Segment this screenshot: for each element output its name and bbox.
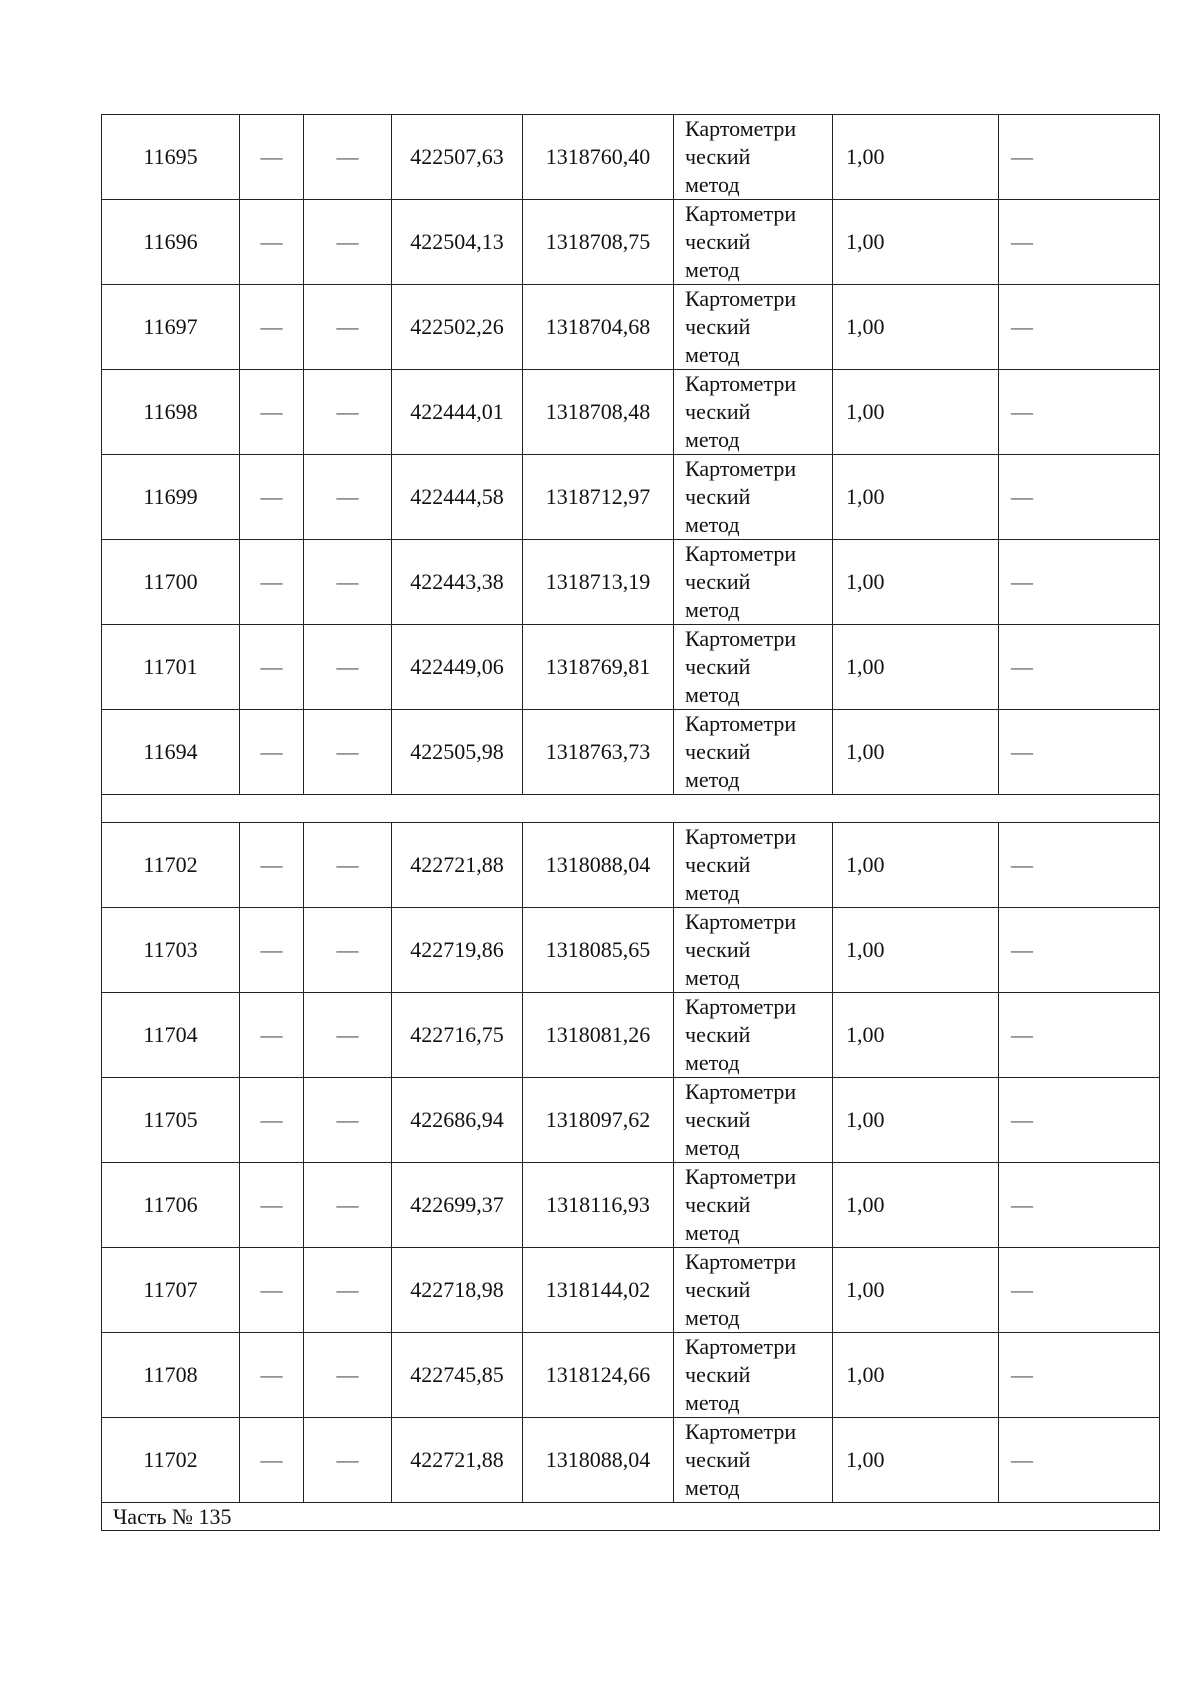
coord-y: 1318097,62 — [523, 1078, 674, 1163]
coord-x: 422444,58 — [392, 455, 523, 540]
table-row — [102, 455, 1160, 540]
method-cell — [674, 1333, 833, 1418]
method-cell — [674, 710, 833, 795]
table-body-lower — [102, 823, 1160, 1503]
accuracy-value: 1,00 — [833, 540, 999, 625]
table-footer — [102, 1503, 1160, 1531]
method-line: ческий — [685, 229, 751, 254]
method-line: Картометри — [685, 711, 797, 736]
coord-x: 422444,01 — [392, 370, 523, 455]
coord-x: 422449,06 — [392, 625, 523, 710]
accuracy-value: 1,00 — [833, 1333, 999, 1418]
coord-x: 422502,26 — [392, 285, 523, 370]
method-line: Картометри — [685, 541, 797, 566]
empty-cell: — — [999, 1333, 1160, 1418]
coord-x: 422443,38 — [392, 540, 523, 625]
method-line: ческий — [685, 852, 751, 877]
empty-cell: — — [304, 370, 392, 455]
empty-cell: — — [304, 625, 392, 710]
method-line: метод — [685, 257, 740, 282]
empty-cell: — — [240, 370, 304, 455]
accuracy-value: 1,00 — [833, 455, 999, 540]
point-number: 11694 — [102, 710, 240, 795]
empty-cell: — — [240, 1248, 304, 1333]
accuracy-value: 1,00 — [833, 285, 999, 370]
method-line: Картометри — [685, 116, 797, 141]
method-line: Картометри — [685, 371, 797, 396]
empty-cell: — — [304, 823, 392, 908]
coord-x: 422721,88 — [392, 823, 523, 908]
accuracy-value: 1,00 — [833, 200, 999, 285]
empty-cell: — — [240, 285, 304, 370]
table-row — [102, 1333, 1160, 1418]
empty-cell: — — [999, 370, 1160, 455]
empty-cell: — — [999, 908, 1160, 993]
method-line: метод — [685, 427, 740, 452]
coord-y: 1318704,68 — [523, 285, 674, 370]
accuracy-value: 1,00 — [833, 1248, 999, 1333]
coord-y: 1318760,40 — [523, 115, 674, 200]
table-row — [102, 908, 1160, 993]
part-label: Часть № 135 — [102, 1503, 1160, 1531]
method-line: ческий — [685, 144, 751, 169]
accuracy-value: 1,00 — [833, 993, 999, 1078]
method-line: ческий — [685, 654, 751, 679]
accuracy-value: 1,00 — [833, 625, 999, 710]
method-line: метод — [685, 1220, 740, 1245]
method-cell — [674, 370, 833, 455]
method-cell — [674, 115, 833, 200]
method-cell — [674, 1078, 833, 1163]
accuracy-value: 1,00 — [833, 908, 999, 993]
coordinates-table — [101, 114, 1160, 1531]
coord-x: 422719,86 — [392, 908, 523, 993]
point-number: 11704 — [102, 993, 240, 1078]
empty-cell: — — [304, 1163, 392, 1248]
method-line: метод — [685, 1475, 740, 1500]
coord-y: 1318713,19 — [523, 540, 674, 625]
coord-y: 1318081,26 — [523, 993, 674, 1078]
accuracy-value: 1,00 — [833, 1418, 999, 1503]
method-line: ческий — [685, 1107, 751, 1132]
empty-cell: — — [999, 1248, 1160, 1333]
footer-row — [102, 1503, 1160, 1531]
method-line: метод — [685, 1390, 740, 1415]
coord-x: 422505,98 — [392, 710, 523, 795]
method-cell — [674, 1163, 833, 1248]
empty-cell: — — [240, 540, 304, 625]
point-number: 11705 — [102, 1078, 240, 1163]
accuracy-value: 1,00 — [833, 1163, 999, 1248]
coord-y: 1318088,04 — [523, 1418, 674, 1503]
method-line: Картометри — [685, 994, 797, 1019]
method-line: метод — [685, 767, 740, 792]
empty-cell: — — [240, 1418, 304, 1503]
method-line: Картометри — [685, 626, 797, 651]
table-row — [102, 200, 1160, 285]
method-line: Картометри — [685, 286, 797, 311]
empty-cell: — — [999, 540, 1160, 625]
table-row — [102, 823, 1160, 908]
method-cell — [674, 455, 833, 540]
method-line: ческий — [685, 1362, 751, 1387]
method-line: метод — [685, 965, 740, 990]
coord-y: 1318769,81 — [523, 625, 674, 710]
coord-y: 1318088,04 — [523, 823, 674, 908]
method-cell — [674, 200, 833, 285]
method-cell — [674, 1248, 833, 1333]
table-separator — [102, 795, 1160, 823]
empty-cell: — — [240, 115, 304, 200]
separator-row — [102, 795, 1160, 823]
method-line: Картометри — [685, 824, 797, 849]
method-line: ческий — [685, 484, 751, 509]
coord-x: 422718,98 — [392, 1248, 523, 1333]
method-line: Картометри — [685, 1419, 797, 1444]
method-cell — [674, 540, 833, 625]
empty-cell: — — [240, 1333, 304, 1418]
coord-x: 422686,94 — [392, 1078, 523, 1163]
empty-cell: — — [999, 993, 1160, 1078]
empty-cell: — — [999, 115, 1160, 200]
empty-cell: — — [304, 115, 392, 200]
point-number: 11706 — [102, 1163, 240, 1248]
method-line: метод — [685, 1050, 740, 1075]
empty-cell: — — [999, 455, 1160, 540]
empty-cell: — — [304, 1248, 392, 1333]
table-row — [102, 625, 1160, 710]
empty-cell: — — [304, 540, 392, 625]
method-cell — [674, 1418, 833, 1503]
method-line: Картометри — [685, 1079, 797, 1104]
accuracy-value: 1,00 — [833, 115, 999, 200]
point-number: 11701 — [102, 625, 240, 710]
coord-x: 422699,37 — [392, 1163, 523, 1248]
table-row — [102, 1248, 1160, 1333]
empty-cell: — — [304, 993, 392, 1078]
empty-cell: — — [240, 823, 304, 908]
method-line: ческий — [685, 1192, 751, 1217]
empty-cell: — — [304, 710, 392, 795]
table-row — [102, 993, 1160, 1078]
method-line: Картометри — [685, 1164, 797, 1189]
method-line: метод — [685, 1305, 740, 1330]
coord-y: 1318708,75 — [523, 200, 674, 285]
method-cell — [674, 993, 833, 1078]
empty-cell: — — [240, 710, 304, 795]
method-line: Картометри — [685, 1249, 797, 1274]
table-row — [102, 1163, 1160, 1248]
coord-y: 1318124,66 — [523, 1333, 674, 1418]
accuracy-value: 1,00 — [833, 1078, 999, 1163]
method-line: Картометри — [685, 201, 797, 226]
point-number: 11703 — [102, 908, 240, 993]
table-row — [102, 710, 1160, 795]
point-number: 11702 — [102, 1418, 240, 1503]
method-line: ческий — [685, 1447, 751, 1472]
method-line: ческий — [685, 937, 751, 962]
point-number: 11697 — [102, 285, 240, 370]
empty-cell: — — [999, 1078, 1160, 1163]
point-number: 11698 — [102, 370, 240, 455]
method-line: метод — [685, 1135, 740, 1160]
method-line: метод — [685, 597, 740, 622]
method-cell — [674, 625, 833, 710]
empty-cell: — — [304, 285, 392, 370]
method-line: ческий — [685, 399, 751, 424]
coord-x: 422745,85 — [392, 1333, 523, 1418]
coord-y: 1318712,97 — [523, 455, 674, 540]
method-cell — [674, 285, 833, 370]
empty-cell: — — [304, 1418, 392, 1503]
empty-cell: — — [240, 1163, 304, 1248]
point-number: 11695 — [102, 115, 240, 200]
empty-cell: — — [999, 625, 1160, 710]
coord-x: 422504,13 — [392, 200, 523, 285]
method-line: ческий — [685, 739, 751, 764]
table-row — [102, 1078, 1160, 1163]
method-line: ческий — [685, 569, 751, 594]
empty-cell: — — [999, 285, 1160, 370]
table-row — [102, 285, 1160, 370]
point-number: 11707 — [102, 1248, 240, 1333]
empty-cell: — — [304, 1333, 392, 1418]
table-row — [102, 370, 1160, 455]
empty-cell: — — [304, 1078, 392, 1163]
empty-cell: — — [999, 710, 1160, 795]
method-line: ческий — [685, 314, 751, 339]
method-line: ческий — [685, 1277, 751, 1302]
point-number: 11708 — [102, 1333, 240, 1418]
table-body-upper — [102, 115, 1160, 795]
method-cell — [674, 908, 833, 993]
method-cell — [674, 823, 833, 908]
accuracy-value: 1,00 — [833, 710, 999, 795]
method-line: Картометри — [685, 1334, 797, 1359]
table-row — [102, 1418, 1160, 1503]
method-line: метод — [685, 682, 740, 707]
empty-cell: — — [240, 993, 304, 1078]
coord-y: 1318708,48 — [523, 370, 674, 455]
empty-cell: — — [304, 455, 392, 540]
empty-cell: — — [999, 1418, 1160, 1503]
method-line: ческий — [685, 1022, 751, 1047]
empty-cell: — — [999, 200, 1160, 285]
method-line: метод — [685, 342, 740, 367]
coord-x: 422716,75 — [392, 993, 523, 1078]
empty-cell: — — [999, 1163, 1160, 1248]
accuracy-value: 1,00 — [833, 370, 999, 455]
point-number: 11699 — [102, 455, 240, 540]
coord-y: 1318085,65 — [523, 908, 674, 993]
method-line: метод — [685, 172, 740, 197]
accuracy-value: 1,00 — [833, 823, 999, 908]
point-number: 11696 — [102, 200, 240, 285]
coord-x: 422721,88 — [392, 1418, 523, 1503]
method-line: Картометри — [685, 909, 797, 934]
table-row — [102, 540, 1160, 625]
empty-cell: — — [999, 823, 1160, 908]
point-number: 11702 — [102, 823, 240, 908]
point-number: 11700 — [102, 540, 240, 625]
empty-cell: — — [240, 1078, 304, 1163]
empty-cell: — — [240, 455, 304, 540]
empty-cell: — — [304, 200, 392, 285]
method-line: Картометри — [685, 456, 797, 481]
empty-cell: — — [304, 908, 392, 993]
coord-x: 422507,63 — [392, 115, 523, 200]
coord-y: 1318763,73 — [523, 710, 674, 795]
method-line: метод — [685, 512, 740, 537]
coord-y: 1318116,93 — [523, 1163, 674, 1248]
empty-cell: — — [240, 200, 304, 285]
empty-cell: — — [240, 908, 304, 993]
table-row — [102, 115, 1160, 200]
empty-cell: — — [240, 625, 304, 710]
coord-y: 1318144,02 — [523, 1248, 674, 1333]
method-line: метод — [685, 880, 740, 905]
